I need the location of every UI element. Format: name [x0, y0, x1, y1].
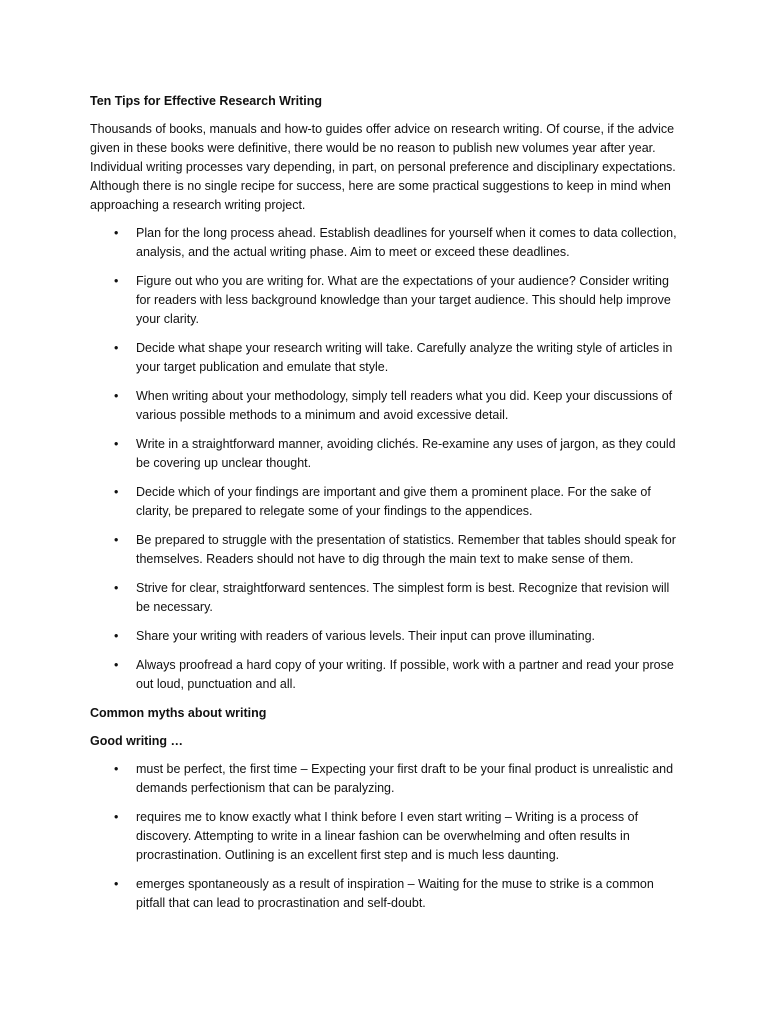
tip-item [90, 656, 680, 694]
document-title: Ten Tips for Effective Research Writing [90, 94, 323, 108]
tip-text: Figure out who you are writing for. What are the expectations of your audience? Consider writing for readers with less background knowledge than your target audience. This should help improve your clarity. [136, 274, 671, 326]
intro-paragraph: Thousands of books, manuals and how-to guides offer advice on research writing. Of course, if the advice given in these books were definitive, there would be no reason to publish new volumes year after year. Individual writing processes vary depending, in part, on personal preference and disciplinary expectations. Although there is no single recipe for success, here are some practical suggestions to keep in mind when approaching a research writing project. [90, 122, 676, 212]
tips-list [90, 224, 680, 694]
tip-item [90, 483, 680, 521]
myth-text: emerges spontaneously as a result of inspiration – Waiting for the muse to strike is a common pitfall that can lead to procrastination and self-doubt. [136, 877, 654, 910]
bullet-icon: • [114, 762, 119, 776]
bullet-icon: • [114, 533, 119, 547]
tip-text: Share your writing with readers of various levels. Their input can prove illuminating. [136, 629, 596, 643]
bullet-icon: • [114, 877, 119, 891]
myth-text: must be perfect, the first time – Expecting your first draft to be your final product is unrealistic and demands perfectionism that can be paralyzing. [136, 762, 674, 795]
tip-item [90, 531, 680, 569]
tip-text: Strive for clear, straightforward sentences. The simplest form is best. Recognize that revision will be necessary. [136, 581, 670, 614]
tip-text: When writing about your methodology, simply tell readers what you did. Keep your discussions of various possible methods to a minimum and avoid excessive detail. [136, 389, 673, 422]
tip-text: Plan for the long process ahead. Establish deadlines for yourself when it comes to data collection, analysis, and the actual writing phase. Aim to meet or exceed these deadlines. [136, 226, 677, 259]
myth-item [90, 760, 680, 798]
tip-item [90, 224, 680, 262]
tip-text: Always proofread a hard copy of your writing. If possible, work with a partner and read your prose out loud, punctuation and all. [136, 658, 674, 691]
bullet-icon: • [114, 581, 119, 595]
bullet-icon: • [114, 629, 119, 643]
bullet-icon: • [114, 810, 119, 824]
bullet-icon: • [114, 658, 119, 672]
tip-text: Decide which of your findings are important and give them a prominent place. For the sake of clarity, be prepared to relegate some of your findings to the appendices. [136, 485, 651, 518]
tip-item [90, 435, 680, 473]
bullet-icon: • [114, 389, 119, 403]
myths-subheading: Good writing … [90, 734, 184, 748]
tip-item [90, 339, 680, 377]
tip-text: Decide what shape your research writing will take. Carefully analyze the writing style of articles in your target publication and emulate that style. [136, 341, 673, 374]
tip-text: Be prepared to struggle with the presentation of statistics. Remember that tables should speak for themselves. Readers should not have to dig through the main text to make sense of them. [136, 533, 676, 566]
bullet-icon: • [114, 274, 119, 288]
tip-text: Write in a straightforward manner, avoiding clichés. Re-examine any uses of jargon, as they could be covering up unclear thought. [136, 437, 676, 470]
myth-text: requires me to know exactly what I think before I even start writing – Writing is a process of discovery. Attempting to write in a linear fashion can be overwhelming and often results in procrastination. Outlining is an excellent first step and is much less daunting. [136, 810, 639, 862]
tip-item [90, 387, 680, 425]
bullet-icon: • [114, 226, 119, 240]
bullet-icon: • [114, 485, 119, 499]
myth-item [90, 808, 680, 865]
bullet-icon: • [114, 341, 119, 355]
myths-heading: Common myths about writing [90, 706, 267, 720]
tip-item [90, 627, 680, 646]
myth-item [90, 875, 680, 913]
bullet-icon: • [114, 437, 119, 451]
tip-item [90, 272, 680, 329]
tip-item [90, 579, 680, 617]
myths-list [90, 760, 680, 913]
